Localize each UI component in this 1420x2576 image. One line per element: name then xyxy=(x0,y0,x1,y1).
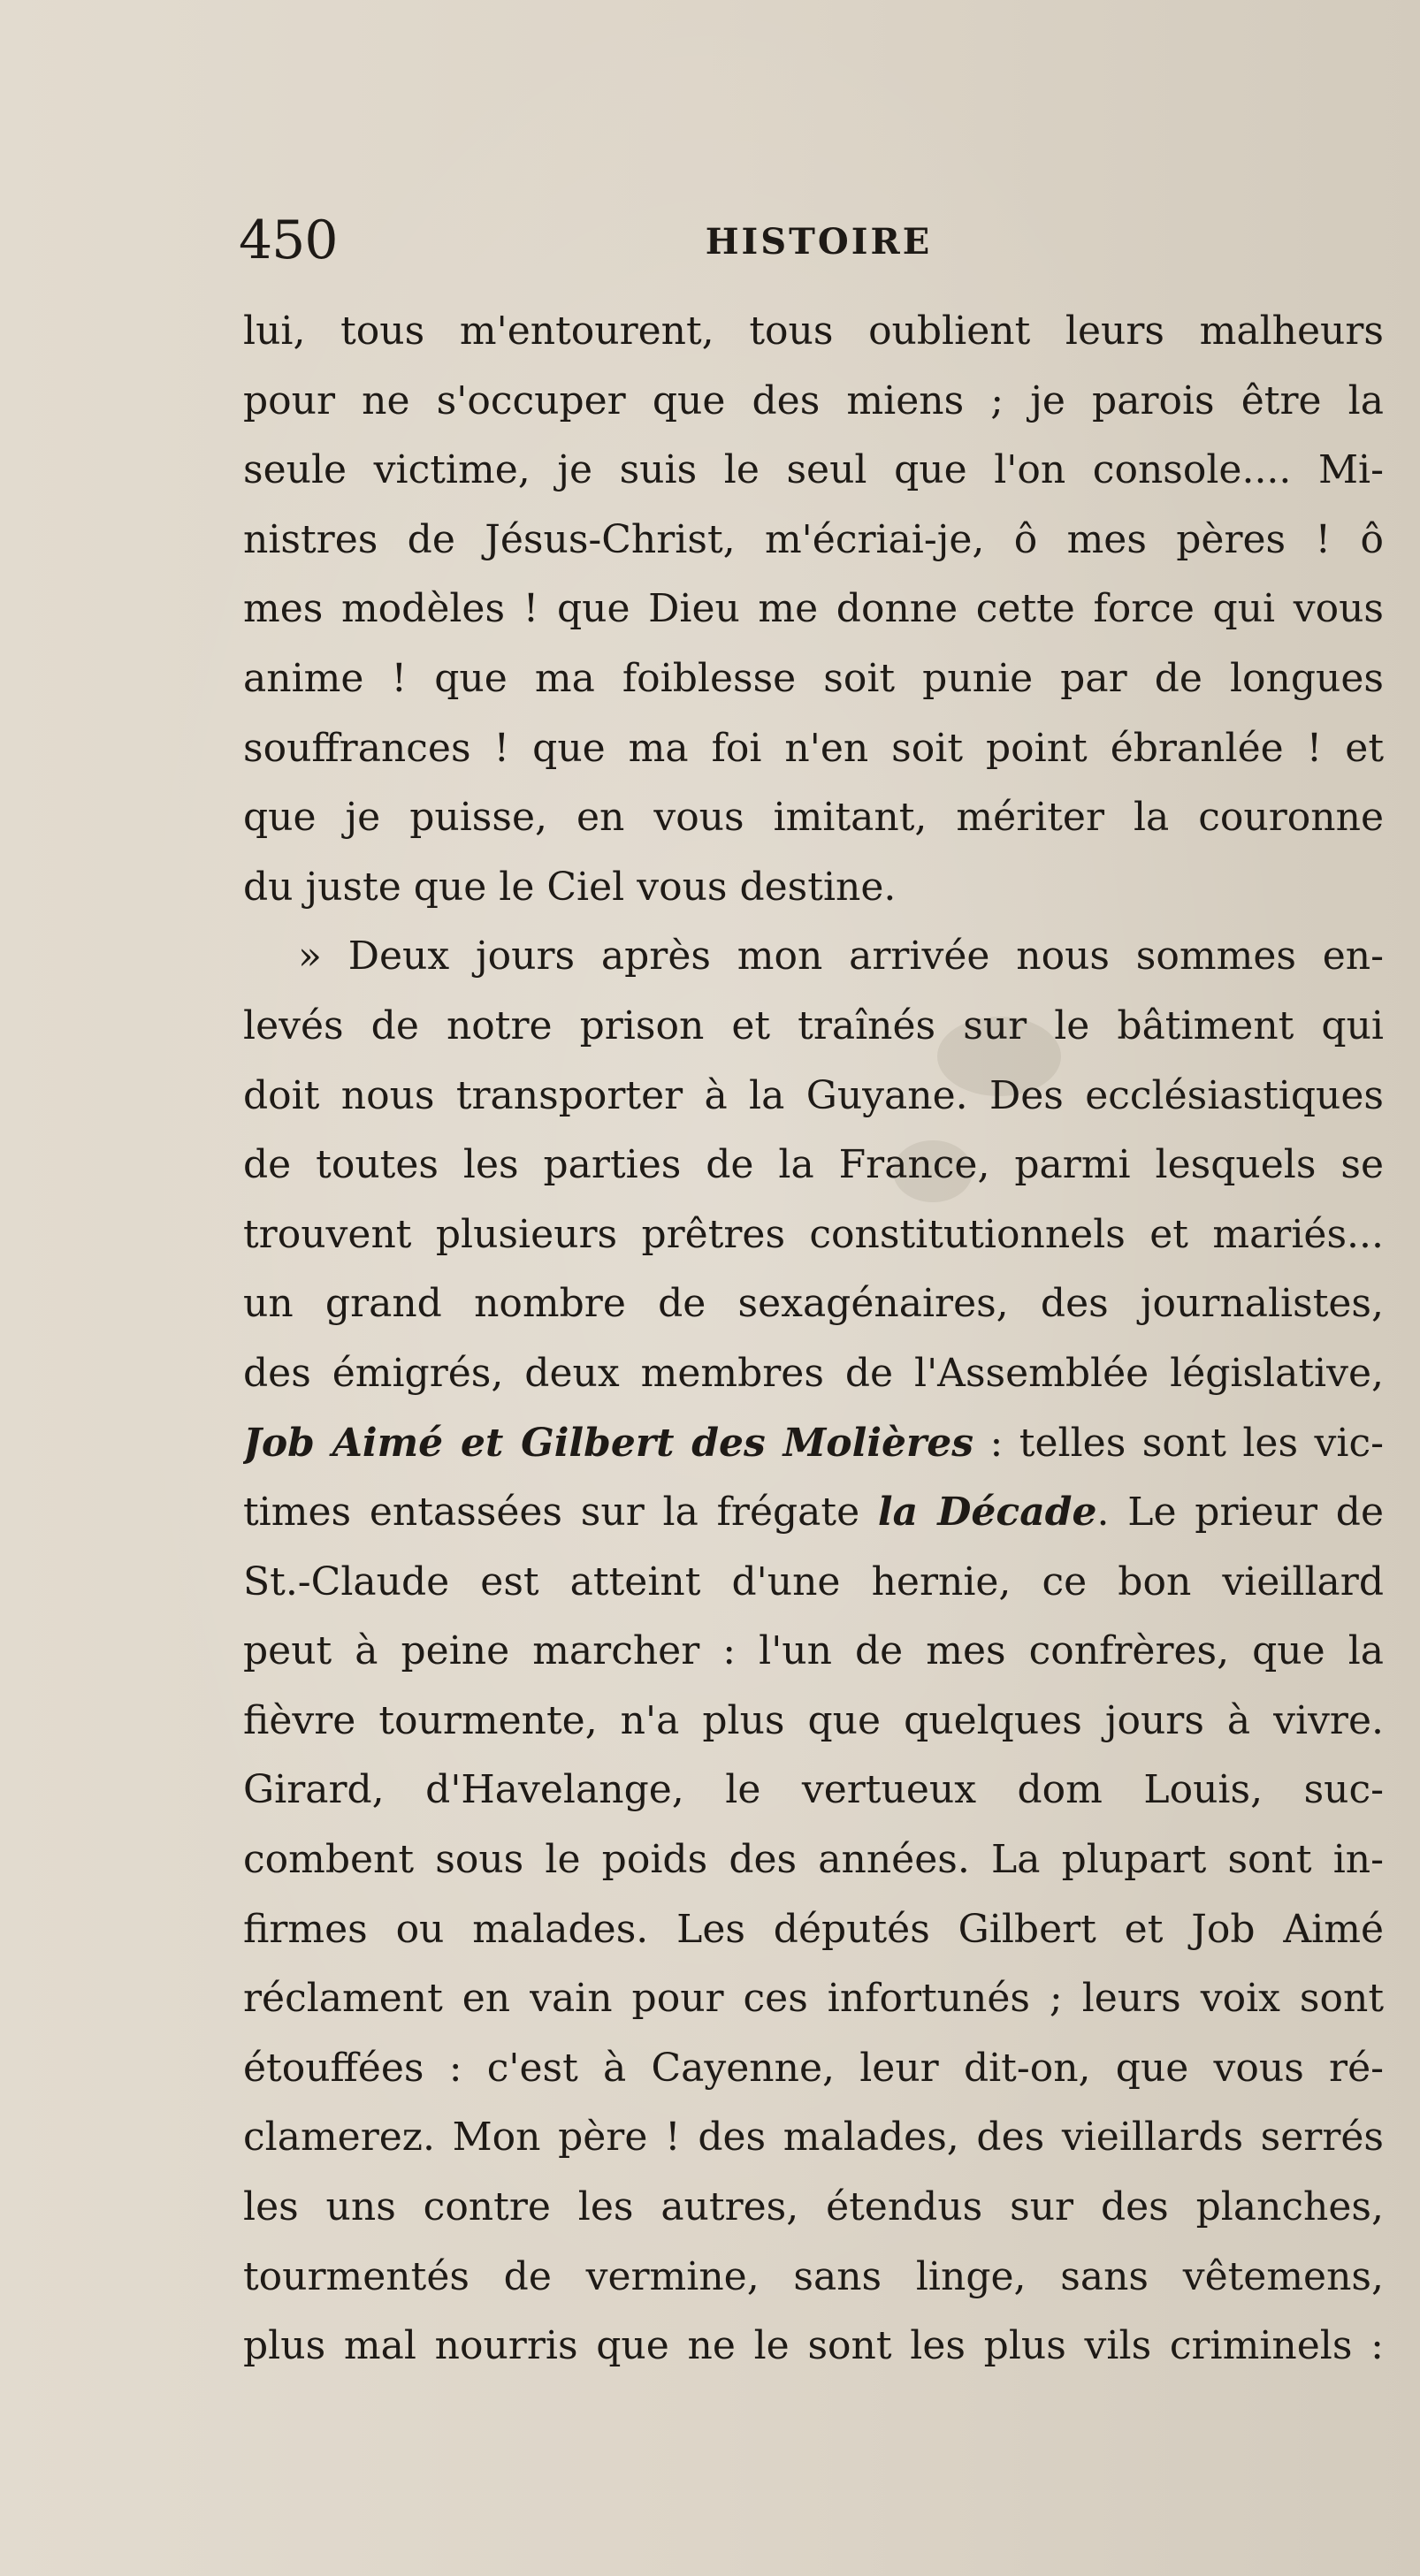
text-line: times entassées sur la frégate la Décade. Le prieur de xyxy=(243,1490,1384,1536)
text-line: peut à peine marcher : l'un de mes confrères, que la xyxy=(243,1628,1384,1674)
text-line: seule victime, je suis le seul que l'on console.... Mi- xyxy=(243,447,1384,493)
text-line: » Deux jours après mon arrivée nous sommes en- xyxy=(298,934,1384,979)
text-line: clamerez. Mon père ! des malades, des vieillards serrés xyxy=(243,2115,1384,2161)
section-title: HISTOIRE xyxy=(705,221,933,263)
text-line: combent sous le poids des années. La plupart sont in- xyxy=(243,1837,1384,1883)
italic-names: Job Aimé et Gilbert des Molières xyxy=(243,1420,973,1466)
text-line: mes modèles ! que Dieu me donne cette force qui vous xyxy=(243,586,1384,632)
text-line: levés de notre prison et traînés sur le bâtiment qui xyxy=(243,1002,1384,1048)
body-text xyxy=(243,297,1384,2382)
text-line: réclament en vain pour ces infortunés ; leurs voix sont xyxy=(243,1976,1384,2022)
text-line: Girard, d'Havelange, le vertueux dom Louis, suc- xyxy=(243,1767,1384,1813)
text-line: Job Aimé et Gilbert des Molières : telles sont les vic- xyxy=(243,1420,1384,1466)
text-line: un grand nombre de sexagénaires, des journalistes, xyxy=(243,1281,1384,1327)
text-line: tourmentés de vermine, sans linge, sans vêtemens, xyxy=(243,2253,1384,2299)
text-line: lui, tous m'entourent, tous oublient leurs malheurs xyxy=(243,309,1384,354)
text-line: souffrances ! que ma foi n'en soit point ébranlée ! et xyxy=(243,725,1384,771)
text-line: anime ! que ma foiblesse soit punie par de longues xyxy=(243,655,1384,701)
text-line: trouvent plusieurs prêtres constitutionnels et mariés... xyxy=(243,1211,1384,1257)
running-head xyxy=(239,209,1399,272)
text-line: étouffées : c'est à Cayenne, leur dit-on, que vous ré- xyxy=(243,2045,1384,2091)
text-line: du juste que le Ciel vous destine. xyxy=(243,864,897,910)
text-line: pour ne s'occuper que des miens ; je parois être la xyxy=(243,377,1384,423)
text-line: fièvre tourmente, n'a plus que quelques jours à vivre. xyxy=(243,1697,1384,1743)
text-line: doit nous transporter à la Guyane. Des ecclésiastiques xyxy=(243,1072,1384,1118)
text-line: nistres de Jésus-Christ, m'écriai-je, ô mes pères ! ô xyxy=(243,516,1384,562)
ship-name: la Décade xyxy=(877,1490,1097,1536)
text-line: des émigrés, deux membres de l'Assemblée législative, xyxy=(243,1350,1384,1396)
text-line: plus mal nourris que ne le sont les plus vils criminels : xyxy=(243,2323,1384,2369)
text-line: firmes ou malades. Les députés Gilbert et Job Aimé xyxy=(243,1906,1384,1952)
text-line: les uns contre les autres, étendus sur des planches, xyxy=(243,2184,1384,2230)
text-line: que je puisse, en vous imitant, mériter la couronne xyxy=(243,795,1384,841)
text-line: de toutes les parties de la France, parmi lesquels se xyxy=(243,1142,1384,1188)
text-line: St.-Claude est atteint d'une hernie, ce bon vieillard xyxy=(243,1559,1384,1604)
page-number: 450 xyxy=(239,210,338,271)
